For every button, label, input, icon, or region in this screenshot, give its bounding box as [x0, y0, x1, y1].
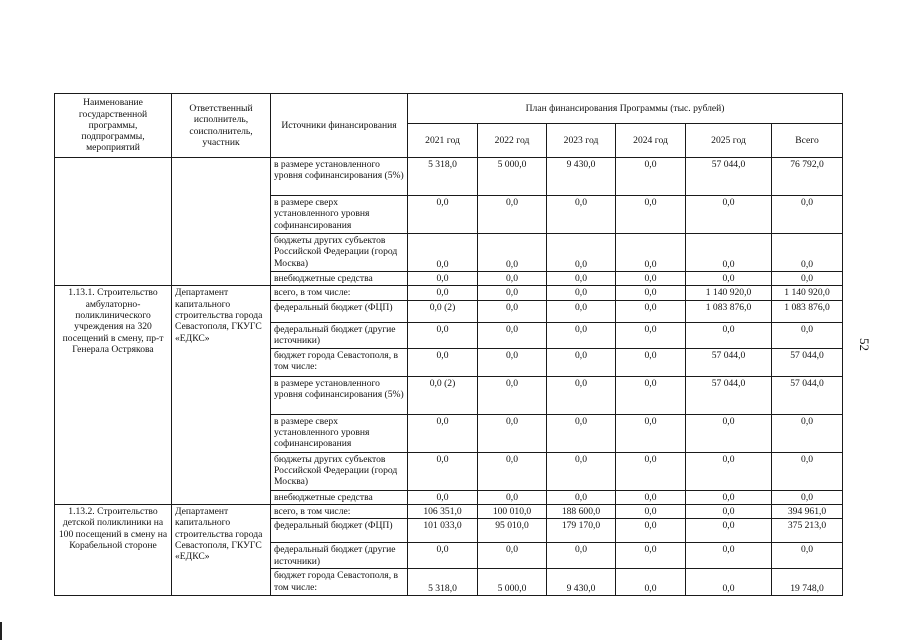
value-cell: 179 170,0 [547, 519, 616, 543]
header-year: 2025 год [686, 124, 772, 158]
value-cell: 0,0 [686, 234, 772, 272]
value-cell: 5 000,0 [478, 569, 547, 596]
responsible-cell: Департамент капитального строительства города Севастополя, ГКУГС «ЕДКС» [172, 504, 271, 595]
value-cell: 0,0 [686, 519, 772, 543]
value-cell: 0,0 [616, 414, 686, 452]
value-cell: 57 044,0 [686, 158, 772, 196]
activity-name-cell [55, 158, 172, 286]
value-cell: 1 083 876,0 [686, 300, 772, 322]
value-cell: 0,0 [408, 234, 478, 272]
value-cell: 9 430,0 [547, 569, 616, 596]
value-cell: 0,0 [547, 272, 616, 286]
header-plan: План финансирования Программы (тыс. рублей) [408, 94, 843, 124]
source-cell: внебюджетные средства [271, 490, 408, 504]
source-cell: всего, в том числе: [271, 504, 408, 518]
total-cell: 394 961,0 [772, 504, 843, 518]
value-cell: 0,0 [616, 286, 686, 300]
header-total: Всего [772, 124, 843, 158]
value-cell: 95 010,0 [478, 519, 547, 543]
value-cell: 0,0 [478, 543, 547, 569]
value-cell: 0,0 [478, 286, 547, 300]
value-cell: 101 033,0 [408, 519, 478, 543]
value-cell: 0,0 [478, 272, 547, 286]
source-cell: внебюджетные средства [271, 272, 408, 286]
value-cell: 0,0 [547, 490, 616, 504]
responsible-cell [172, 158, 271, 286]
source-cell: в размере установленного уровня софинансирования (5%) [271, 158, 408, 196]
table-row [55, 158, 843, 196]
value-cell: 0,0 [408, 452, 478, 490]
value-cell: 0,0 [686, 504, 772, 518]
table-row [55, 504, 843, 518]
value-cell: 0,0 [616, 490, 686, 504]
page-number: 52 [857, 338, 872, 351]
value-cell: 0,0 [616, 234, 686, 272]
value-cell: 0,0 [408, 414, 478, 452]
header-year: 2022 год [478, 124, 547, 158]
value-cell: 0,0 [686, 272, 772, 286]
value-cell: 0,0 [408, 322, 478, 348]
total-cell: 0,0 [772, 234, 843, 272]
total-cell: 57 044,0 [772, 348, 843, 376]
value-cell: 0,0 [478, 452, 547, 490]
responsible-cell: Департамент капитального строительства города Севастополя, ГКУГС «ЕДКС» [172, 286, 271, 505]
total-cell: 375 213,0 [772, 519, 843, 543]
value-cell: 5 318,0 [408, 158, 478, 196]
header-year: 2024 год [616, 124, 686, 158]
value-cell: 0,0 [616, 300, 686, 322]
value-cell: 57 044,0 [686, 348, 772, 376]
source-cell: бюджет города Севастополя, в том числе: [271, 569, 408, 596]
value-cell: 0,0 [478, 490, 547, 504]
value-cell: 0,0 [408, 490, 478, 504]
value-cell: 0,0 (2) [408, 300, 478, 322]
total-cell: 0,0 [772, 490, 843, 504]
scan-edge-mark [0, 622, 2, 640]
value-cell: 0,0 [478, 348, 547, 376]
value-cell: 0,0 [547, 452, 616, 490]
value-cell: 0,0 [408, 272, 478, 286]
header-name: Наименование государственной программы, подпрограммы, мероприятий [55, 94, 172, 158]
value-cell: 0,0 (2) [408, 376, 478, 414]
table-row [55, 286, 843, 300]
value-cell: 0,0 [547, 300, 616, 322]
total-cell: 0,0 [772, 452, 843, 490]
source-cell: федеральный бюджет (другие источники) [271, 322, 408, 348]
total-cell: 1 140 920,0 [772, 286, 843, 300]
value-cell: 0,0 [408, 196, 478, 234]
value-cell: 0,0 [547, 196, 616, 234]
total-cell: 0,0 [772, 322, 843, 348]
value-cell: 0,0 [616, 504, 686, 518]
total-cell: 76 792,0 [772, 158, 843, 196]
header-responsible: Ответственный исполнитель, соисполнитель, участник [172, 94, 271, 158]
value-cell: 0,0 [478, 376, 547, 414]
value-cell: 0,0 [478, 196, 547, 234]
value-cell: 0,0 [686, 414, 772, 452]
financing-table [54, 93, 843, 596]
value-cell: 0,0 [686, 322, 772, 348]
value-cell: 5 318,0 [408, 569, 478, 596]
source-cell: бюджеты других субъектов Российской Федерации (город Москва) [271, 234, 408, 272]
value-cell: 0,0 [478, 322, 547, 348]
total-cell: 19 748,0 [772, 569, 843, 596]
value-cell: 0,0 [686, 452, 772, 490]
total-cell: 0,0 [772, 543, 843, 569]
value-cell: 106 351,0 [408, 504, 478, 518]
value-cell: 0,0 [686, 196, 772, 234]
value-cell: 0,0 [616, 452, 686, 490]
value-cell: 0,0 [478, 234, 547, 272]
value-cell: 1 140 920,0 [686, 286, 772, 300]
value-cell: 0,0 [616, 376, 686, 414]
activity-name-cell: 1.13.2. Строительство детской поликлиники на 100 посещений в смену на Корабельной стороне [55, 504, 172, 595]
value-cell: 100 010,0 [478, 504, 547, 518]
total-cell: 0,0 [772, 196, 843, 234]
value-cell: 0,0 [408, 543, 478, 569]
value-cell: 0,0 [616, 519, 686, 543]
value-cell: 0,0 [686, 543, 772, 569]
source-cell: федеральный бюджет (ФЦП) [271, 519, 408, 543]
source-cell: бюджеты других субъектов Российской Федерации (город Москва) [271, 452, 408, 490]
value-cell: 0,0 [686, 569, 772, 596]
value-cell: 0,0 [547, 414, 616, 452]
value-cell: 0,0 [616, 569, 686, 596]
value-cell: 0,0 [478, 300, 547, 322]
header-year: 2023 год [547, 124, 616, 158]
source-cell: в размере сверх установленного уровня софинансирования [271, 196, 408, 234]
value-cell: 0,0 [547, 234, 616, 272]
source-cell: федеральный бюджет (ФЦП) [271, 300, 408, 322]
total-cell: 0,0 [772, 272, 843, 286]
value-cell: 0,0 [616, 348, 686, 376]
value-cell: 0,0 [478, 414, 547, 452]
value-cell: 57 044,0 [686, 376, 772, 414]
value-cell: 188 600,0 [547, 504, 616, 518]
value-cell: 0,0 [686, 490, 772, 504]
value-cell: 0,0 [616, 196, 686, 234]
value-cell: 0,0 [616, 543, 686, 569]
value-cell: 0,0 [408, 348, 478, 376]
value-cell: 0,0 [616, 158, 686, 196]
value-cell: 0,0 [547, 543, 616, 569]
source-cell: в размере установленного уровня софинансирования (5%) [271, 376, 408, 414]
value-cell: 5 000,0 [478, 158, 547, 196]
value-cell: 9 430,0 [547, 158, 616, 196]
total-cell: 57 044,0 [772, 376, 843, 414]
value-cell: 0,0 [616, 322, 686, 348]
value-cell: 0,0 [547, 322, 616, 348]
value-cell: 0,0 [616, 272, 686, 286]
value-cell: 0,0 [408, 286, 478, 300]
header-year: 2021 год [408, 124, 478, 158]
value-cell: 0,0 [547, 376, 616, 414]
total-cell: 0,0 [772, 414, 843, 452]
source-cell: бюджет города Севастополя, в том числе: [271, 348, 408, 376]
header-sources: Источники финансирования [271, 94, 408, 158]
value-cell: 0,0 [547, 286, 616, 300]
source-cell: всего, в том числе: [271, 286, 408, 300]
activity-name-cell: 1.13.1. Строительство амбулаторно-поликлинического учреждения на 320 посещений в смену, пр-т Генерала Острякова [55, 286, 172, 505]
source-cell: в размере сверх установленного уровня софинансирования [271, 414, 408, 452]
total-cell: 1 083 876,0 [772, 300, 843, 322]
value-cell: 0,0 [547, 348, 616, 376]
source-cell: федеральный бюджет (другие источники) [271, 543, 408, 569]
